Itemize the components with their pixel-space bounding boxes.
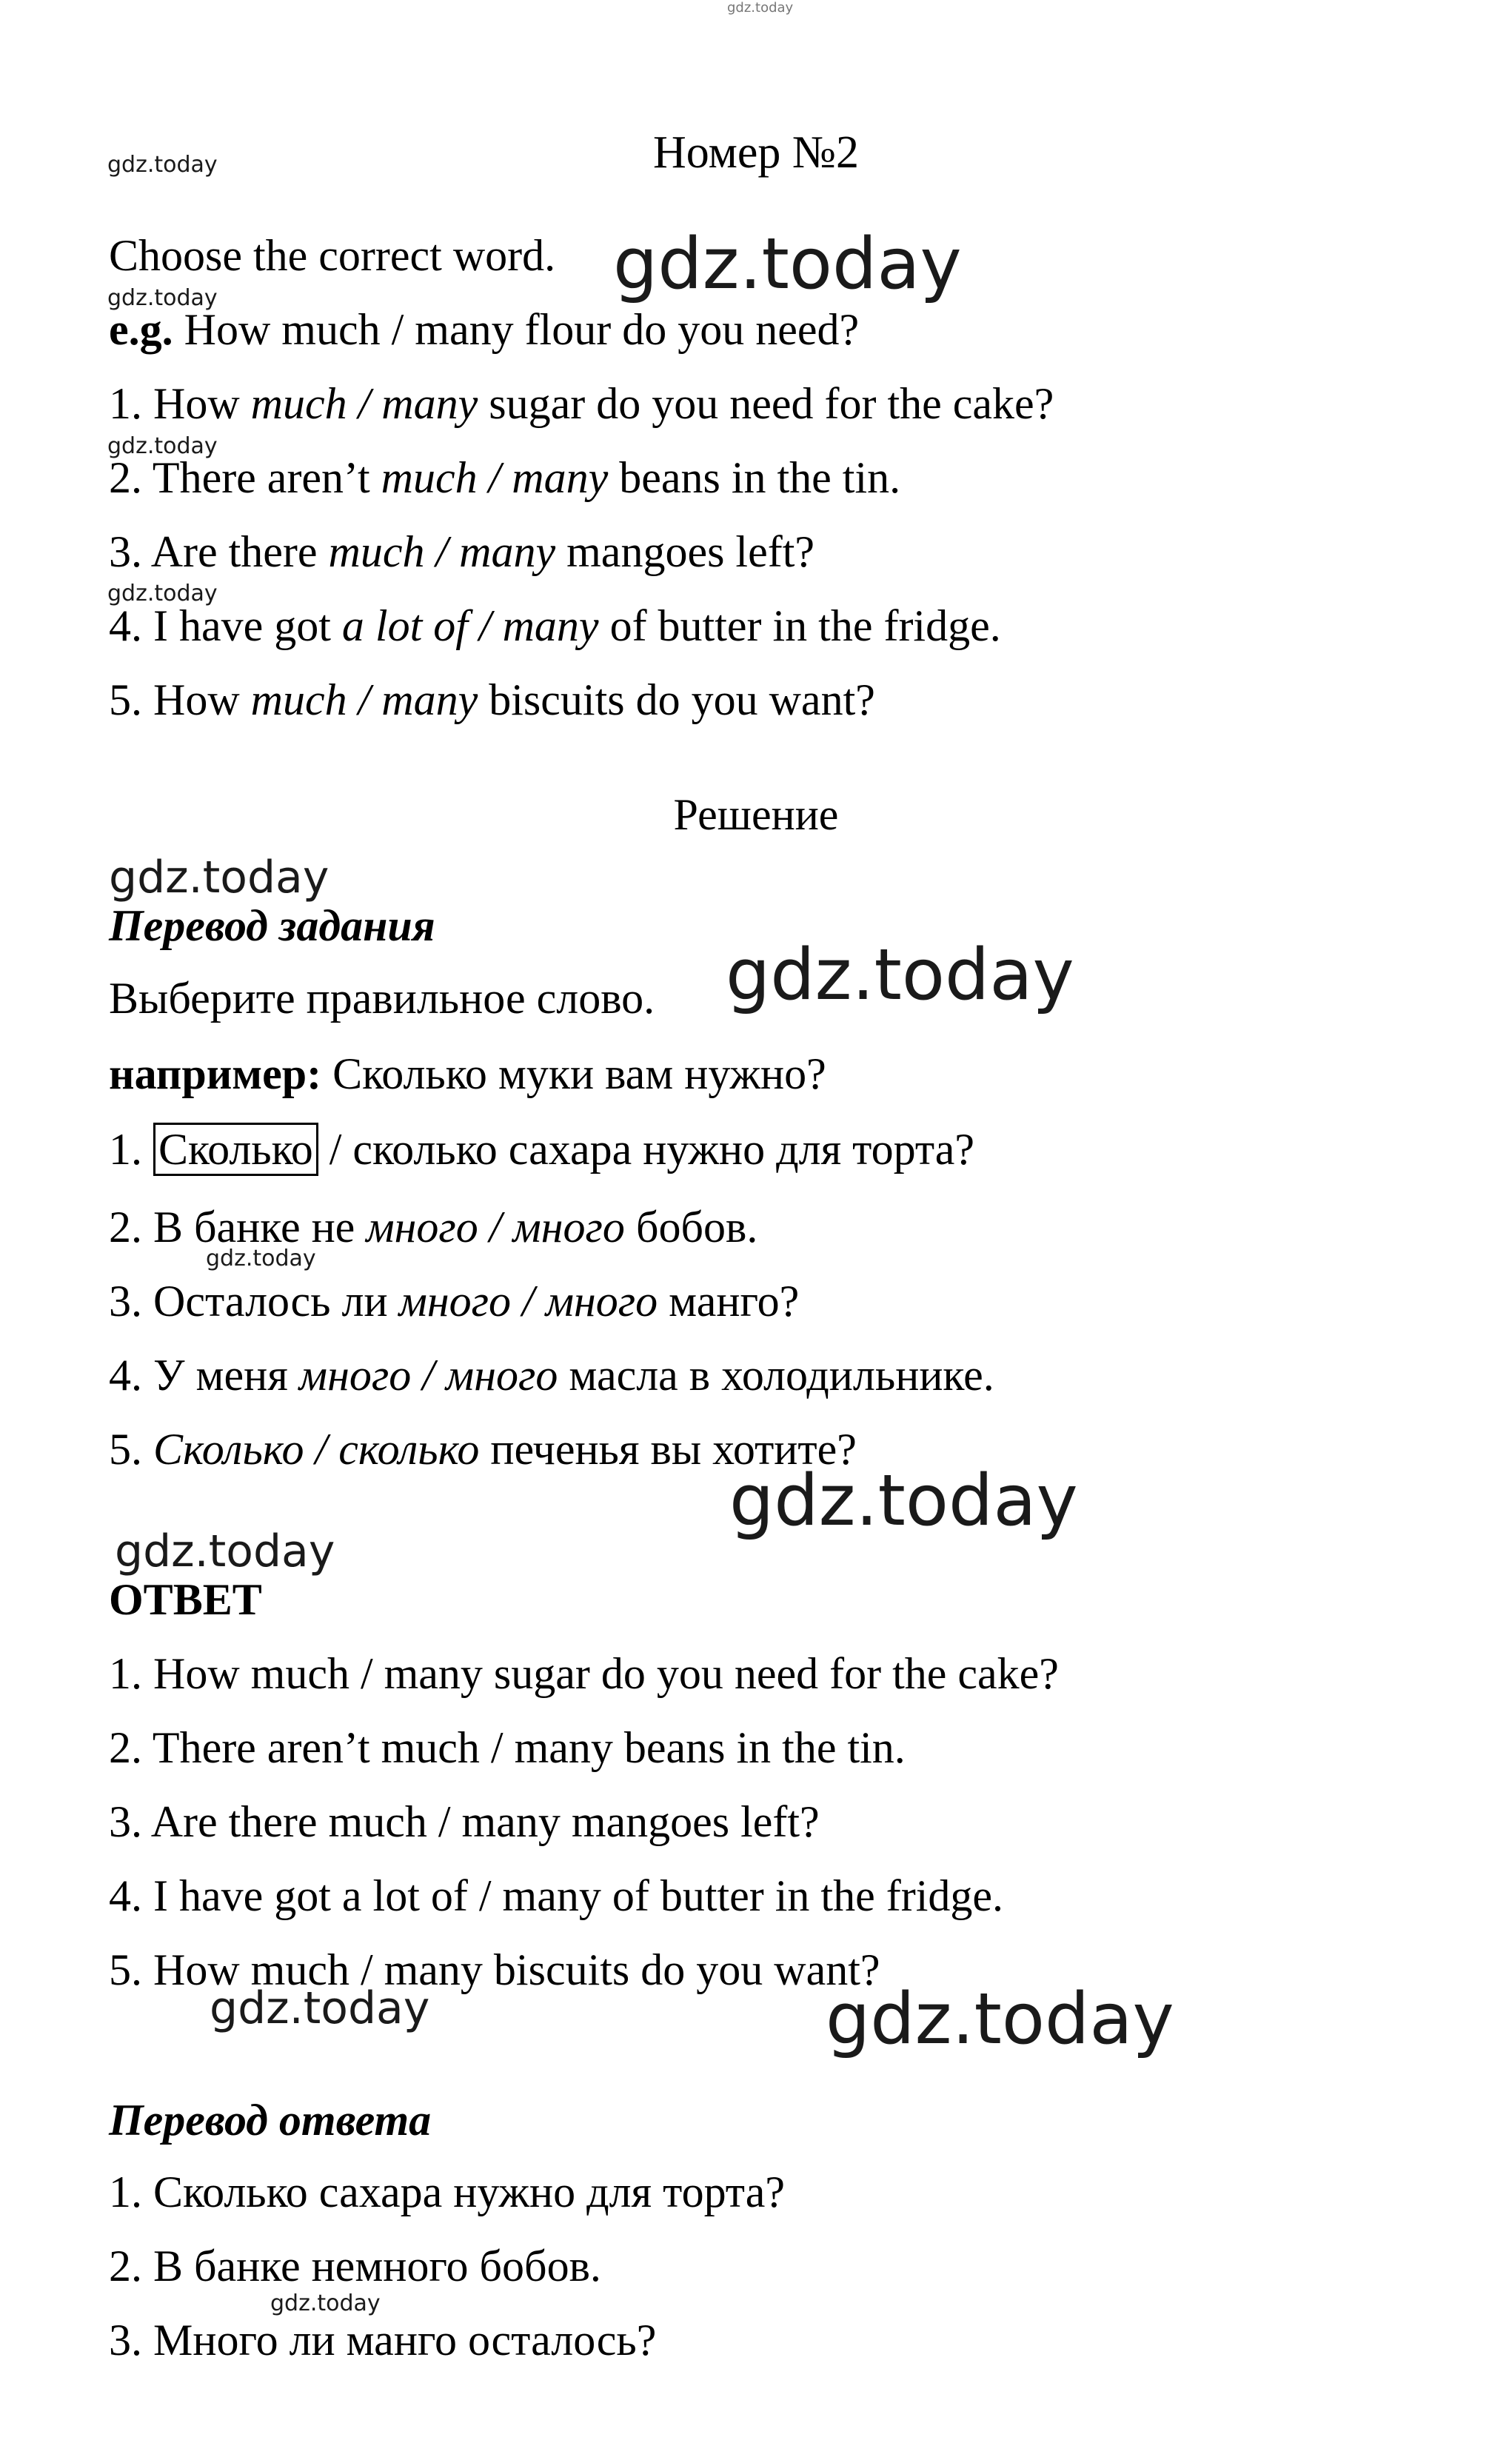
example-text: Сколько муки вам нужно?	[321, 1049, 826, 1098]
watermark: gdz.today	[115, 1525, 335, 1577]
answer-translation-item: 1. Сколько сахара нужно для торта?	[109, 2168, 786, 2216]
answer-item: 5. How much / many biscuits do you want?	[109, 1945, 880, 1994]
translation-item	[109, 1351, 994, 1400]
item-text: sugar do you need for the cake?	[478, 379, 1054, 428]
watermark: gdz.today	[206, 1246, 316, 1271]
answer-item: 2. There aren’t much / many beans in the tin.	[109, 1723, 906, 1772]
answer-translation-heading: Перевод ответа	[109, 2096, 432, 2145]
watermark: gdz.today	[826, 1979, 1174, 2060]
item-options: много / много	[366, 1203, 625, 1251]
item-text: печенья вы хотите?	[479, 1425, 857, 1474]
item-options: много / много	[298, 1351, 558, 1400]
translation-item	[109, 1425, 857, 1474]
watermark: gdz.today	[109, 852, 330, 903]
item-text: mangoes left?	[555, 527, 815, 576]
item-text: манго?	[658, 1277, 800, 1326]
translation-item	[109, 1277, 800, 1326]
answer-translation-item: 2. В банке немного бобов.	[109, 2242, 601, 2290]
task-instruction: Choose the correct word.	[109, 231, 556, 280]
task-item	[109, 529, 814, 574]
task-item	[109, 601, 1001, 650]
example-label: например:	[109, 1049, 322, 1098]
translation-heading: Перевод задания	[109, 901, 435, 950]
task-item	[109, 675, 875, 724]
answer-item: 1. How much / many sugar do you need for the cake?	[109, 1649, 1059, 1698]
answer-translation-item: 3. Много ли манго осталось?	[109, 2316, 657, 2365]
item-text: 1.	[109, 1125, 153, 1174]
translation-example	[109, 1049, 826, 1098]
answer-heading: ОТВЕТ	[109, 1575, 262, 1624]
item-options: much / many	[250, 675, 478, 724]
item-text: 2. В банке не	[109, 1203, 367, 1251]
watermark: gdz.today	[107, 433, 218, 459]
item-options: much / many	[381, 453, 609, 502]
item-text: 5. How	[109, 675, 251, 724]
watermark: gdz.today	[107, 152, 218, 178]
item-text: бобов.	[624, 1203, 758, 1251]
watermark: gdz.today	[270, 2290, 381, 2316]
watermark: gdz.today	[107, 581, 218, 606]
boxed-word: Сколько	[153, 1123, 318, 1176]
item-text: 3. Осталось ли	[109, 1277, 399, 1326]
item-text: масла в холодильнике.	[558, 1351, 994, 1400]
item-text: of butter in the fridge.	[598, 601, 1001, 650]
translation-item	[109, 1205, 757, 1249]
item-options: Сколько / сколько	[153, 1425, 480, 1474]
item-options: a lot of / many	[341, 601, 599, 650]
item-text: 4. I have got	[109, 601, 342, 650]
answer-item: 4. I have got a lot of / many of butter in the fridge.	[109, 1871, 1003, 1920]
example-text: How much / many flour do you need?	[173, 305, 860, 354]
item-options: much / many	[250, 379, 478, 428]
item-text: beans in the tin.	[608, 453, 901, 502]
item-text: biscuits do you want?	[478, 675, 875, 724]
item-text: 4. У меня	[109, 1351, 299, 1400]
translation-item	[109, 1127, 974, 1172]
item-text: / сколько сахара нужно для торта?	[318, 1125, 975, 1174]
item-text: 5.	[109, 1425, 153, 1474]
watermark-top: gdz.today	[727, 0, 794, 16]
translation-instruction: Выберите правильное слово.	[109, 974, 655, 1023]
item-options: much / many	[328, 527, 556, 576]
example-label: e.g.	[109, 305, 173, 354]
item-text: 3. Are there	[109, 527, 329, 576]
item-text: 2. There aren’t	[109, 453, 381, 502]
watermark: gdz.today	[210, 1982, 430, 2034]
task-item	[109, 381, 1054, 426]
watermark: gdz.today	[107, 285, 218, 311]
page-title: Номер №2	[652, 127, 859, 178]
solution-title: Решение	[673, 790, 839, 839]
task-item	[109, 455, 900, 500]
watermark: gdz.today	[613, 224, 962, 305]
watermark: gdz.today	[726, 935, 1074, 1016]
task-example	[109, 307, 859, 352]
watermark: gdz.today	[729, 1460, 1078, 1542]
item-text: 1. How	[109, 379, 251, 428]
answer-item: 3. Are there much / many mangoes left?	[109, 1797, 820, 1846]
item-options: много / много	[398, 1277, 658, 1326]
